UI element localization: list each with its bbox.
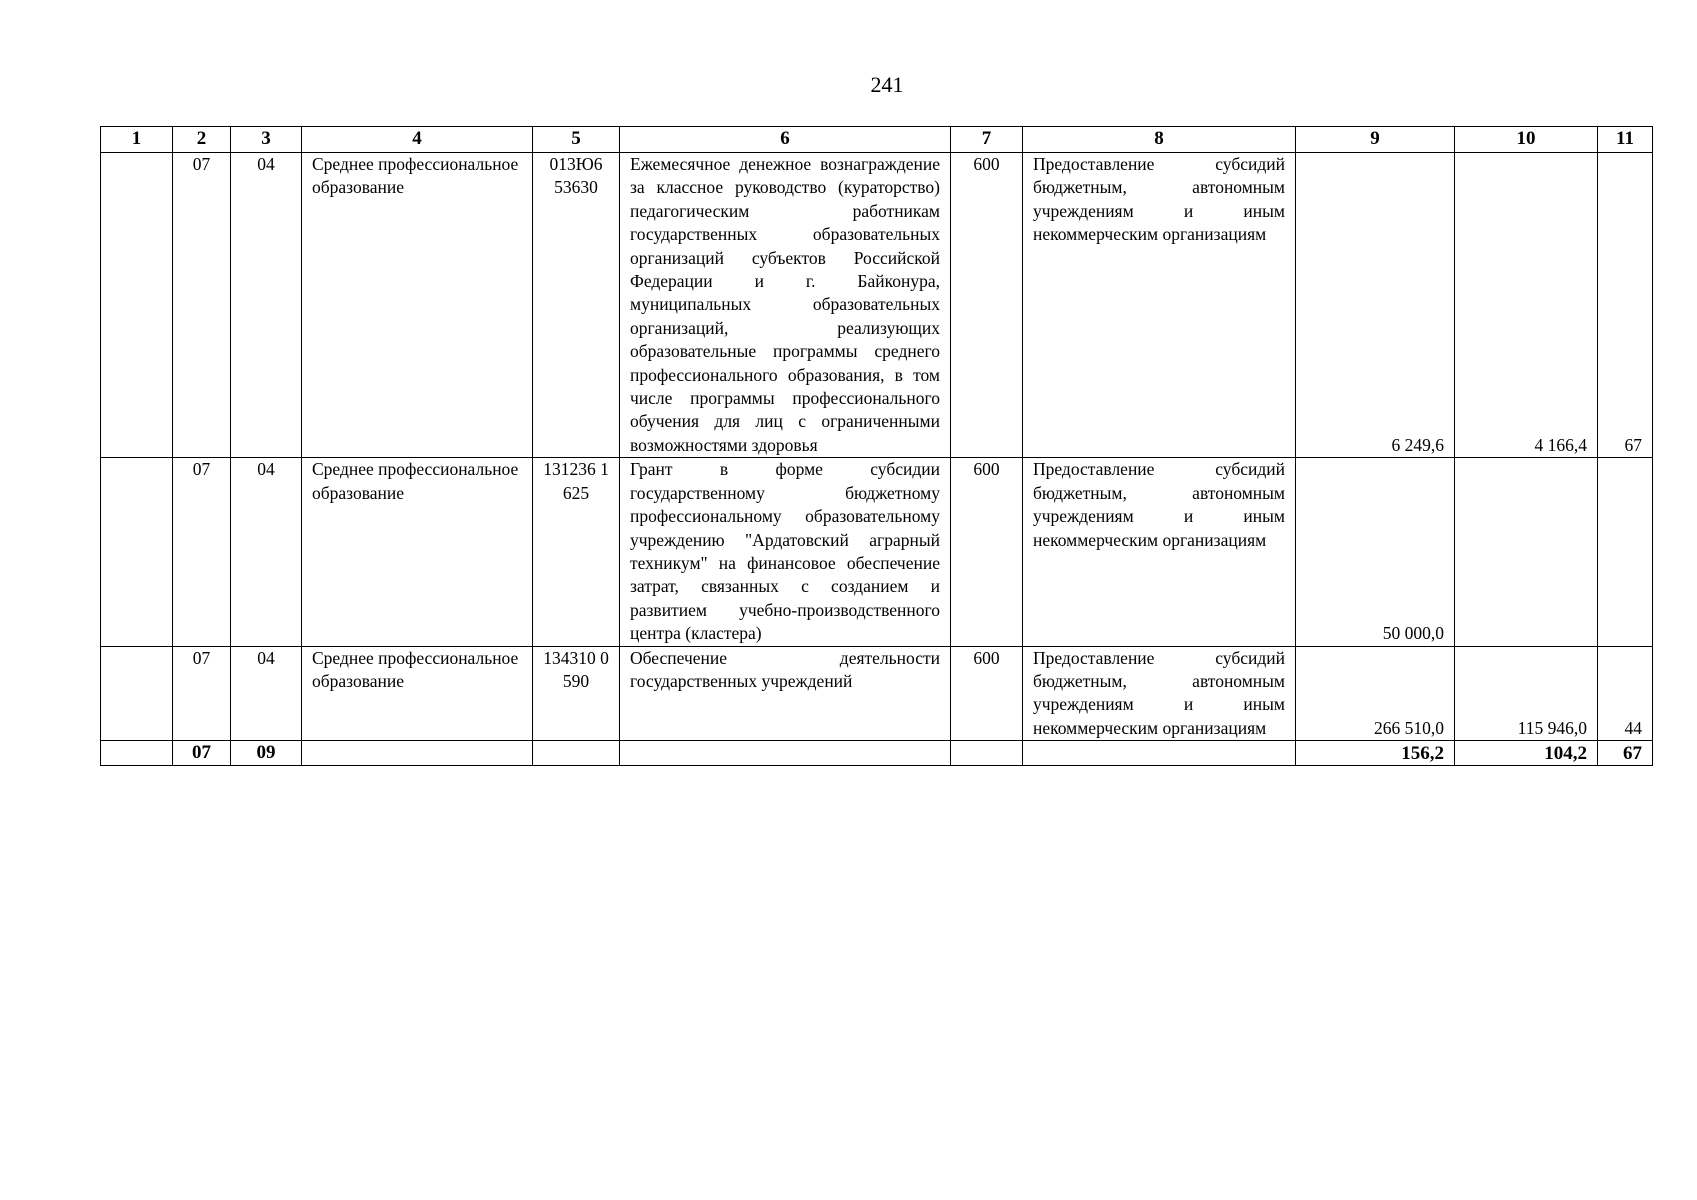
column-header-11: 11 (1598, 127, 1653, 153)
cell-expense-type-name: Предоставление субсидий бюджетным, автономным учреждениям и иным некоммерческим организациям (1023, 153, 1296, 458)
table-row (101, 646, 1653, 741)
cell-expense-type: 600 (951, 646, 1023, 741)
cell-expense-type-name: Предоставление субсидий бюджетным, автономным учреждениям и иным некоммерческим организациям (1023, 646, 1296, 741)
cell-expense-type: 600 (951, 153, 1023, 458)
column-header-6: 6 (620, 127, 951, 153)
cell-subsection: 04 (231, 458, 302, 646)
cell-section-name: Среднее профессиональное образование (302, 153, 533, 458)
cell-target-name: Обеспечение деятельности государственных учреждений (620, 646, 951, 741)
cell-amount-11: 44 (1598, 646, 1653, 741)
cell-amount-9: 266 510,0 (1296, 646, 1455, 741)
cell-section: 07 (173, 646, 231, 741)
column-header-10: 10 (1455, 127, 1598, 153)
total-cell-expense-type-name (1023, 741, 1296, 766)
cell-amount-9: 50 000,0 (1296, 458, 1455, 646)
cell-amount-11: 67 (1598, 153, 1653, 458)
table-row (101, 153, 1653, 458)
cell-target-name: Грант в форме субсидии государственному бюджетному профессиональному образовательному учреждению "Ардатовский аграрный техникум" на финансовое обеспечение затрат, связанных с созданием и развитием учебно-производственного центра (кластера) (620, 458, 951, 646)
cell-expense-type: 600 (951, 458, 1023, 646)
column-header-1: 1 (101, 127, 173, 153)
cell-col1 (101, 153, 173, 458)
cell-amount-9: 6 249,6 (1296, 153, 1455, 458)
total-cell-target-name (620, 741, 951, 766)
cell-target-code: 013Ю6 53630 (533, 153, 620, 458)
total-cell-target-code (533, 741, 620, 766)
cell-target-name: Ежемесячное денежное вознаграждение за классное руководство (кураторство) педагогическим работникам государственных образовательных организаций субъектов Российской Федерации и г. Байконура, муниципальных образовательных организаций, реализующих образовательные программы среднего профессионального образования, в том числе программы профессионального обучения для лиц с ограниченными возможностями здоровья (620, 153, 951, 458)
cell-amount-10: 115 946,0 (1455, 646, 1598, 741)
cell-expense-type-name: Предоставление субсидий бюджетным, автономным учреждениям и иным некоммерческим организациям (1023, 458, 1296, 646)
cell-subsection: 04 (231, 646, 302, 741)
page-number: 241 (870, 72, 904, 97)
total-cell-amount-9: 156,2 (1296, 741, 1455, 766)
cell-section-name: Среднее профессиональное образование (302, 646, 533, 741)
cell-col1 (101, 458, 173, 646)
cell-amount-10 (1455, 458, 1598, 646)
table-row (101, 458, 1653, 646)
column-header-5: 5 (533, 127, 620, 153)
total-cell-amount-11: 67 (1598, 741, 1653, 766)
budget-table (100, 126, 1653, 766)
header-row (101, 127, 1653, 153)
cell-col1 (101, 646, 173, 741)
total-cell-section-name (302, 741, 533, 766)
total-cell-section: 07 (173, 741, 231, 766)
column-header-3: 3 (231, 127, 302, 153)
cell-amount-10: 4 166,4 (1455, 153, 1598, 458)
cell-amount-11 (1598, 458, 1653, 646)
column-header-8: 8 (1023, 127, 1296, 153)
column-header-9: 9 (1296, 127, 1455, 153)
total-cell-col1 (101, 741, 173, 766)
total-row (101, 741, 1653, 766)
total-cell-subsection: 09 (231, 741, 302, 766)
cell-section: 07 (173, 458, 231, 646)
column-header-2: 2 (173, 127, 231, 153)
cell-section: 07 (173, 153, 231, 458)
total-cell-amount-10: 104,2 (1455, 741, 1598, 766)
cell-section-name: Среднее профессиональное образование (302, 458, 533, 646)
cell-subsection: 04 (231, 153, 302, 458)
cell-target-code: 131236 1625 (533, 458, 620, 646)
total-cell-expense-type (951, 741, 1023, 766)
column-header-4: 4 (302, 127, 533, 153)
column-header-7: 7 (951, 127, 1023, 153)
cell-target-code: 134310 0590 (533, 646, 620, 741)
